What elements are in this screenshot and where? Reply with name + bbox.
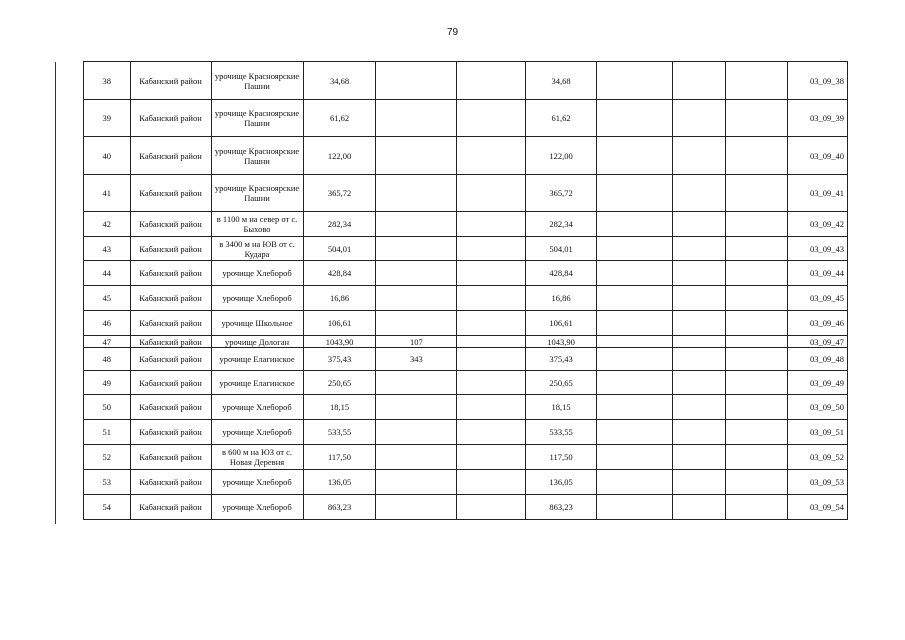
total-area-cell: 504,01 xyxy=(526,237,597,261)
total-area-cell: 34,68 xyxy=(526,62,597,100)
col9-cell xyxy=(672,286,725,311)
table-row xyxy=(84,175,848,212)
district-cell: Кабанский район xyxy=(130,445,211,470)
col8-cell xyxy=(597,137,673,175)
col8-cell xyxy=(597,237,673,261)
table-row xyxy=(84,62,848,100)
col10-cell xyxy=(725,261,788,286)
area-cell: 282,34 xyxy=(303,212,376,237)
table-row xyxy=(84,237,848,261)
col5-cell: 343 xyxy=(376,348,457,371)
location-cell: урочище Школьное xyxy=(211,311,303,336)
col5-cell xyxy=(376,495,457,520)
location-cell: урочище Красноярские Пашни xyxy=(211,100,303,137)
col6-cell xyxy=(457,336,526,348)
col6-cell xyxy=(457,371,526,395)
col10-cell xyxy=(725,348,788,371)
col6-cell xyxy=(457,212,526,237)
code-cell: 03_09_38 xyxy=(788,62,848,100)
location-cell: в 1100 м на север от с. Быхово xyxy=(211,212,303,237)
area-cell: 34,68 xyxy=(303,62,376,100)
col6-cell xyxy=(457,261,526,286)
district-cell: Кабанский район xyxy=(130,420,211,445)
col8-cell xyxy=(597,495,673,520)
code-cell: 03_09_44 xyxy=(788,261,848,286)
table-row xyxy=(84,470,848,495)
district-cell: Кабанский район xyxy=(130,336,211,348)
col5-cell xyxy=(376,237,457,261)
area-cell: 16,86 xyxy=(303,286,376,311)
col9-cell xyxy=(672,100,725,137)
area-cell: 136,05 xyxy=(303,470,376,495)
district-cell: Кабанский район xyxy=(130,175,211,212)
district-cell: Кабанский район xyxy=(130,100,211,137)
col5-cell xyxy=(376,286,457,311)
col5-cell xyxy=(376,395,457,420)
code-cell: 03_09_46 xyxy=(788,311,848,336)
col9-cell xyxy=(672,495,725,520)
location-cell: урочище Хлебороб xyxy=(211,395,303,420)
col9-cell xyxy=(672,311,725,336)
col8-cell xyxy=(597,395,673,420)
col6-cell xyxy=(457,237,526,261)
table-row xyxy=(84,495,848,520)
col10-cell xyxy=(725,470,788,495)
code-cell: 03_09_52 xyxy=(788,445,848,470)
row-number: 52 xyxy=(84,445,131,470)
col9-cell xyxy=(672,212,725,237)
col9-cell xyxy=(672,237,725,261)
col5-cell xyxy=(376,445,457,470)
location-cell: урочище Хлебороб xyxy=(211,420,303,445)
col9-cell xyxy=(672,371,725,395)
total-area-cell: 250,65 xyxy=(526,371,597,395)
code-cell: 03_09_42 xyxy=(788,212,848,237)
total-area-cell: 365,72 xyxy=(526,175,597,212)
margin-line xyxy=(55,62,56,524)
col10-cell xyxy=(725,495,788,520)
col10-cell xyxy=(725,420,788,445)
table-row xyxy=(84,348,848,371)
col9-cell xyxy=(672,137,725,175)
total-area-cell: 136,05 xyxy=(526,470,597,495)
total-area-cell: 18,15 xyxy=(526,395,597,420)
col10-cell xyxy=(725,237,788,261)
col6-cell xyxy=(457,348,526,371)
row-number: 50 xyxy=(84,395,131,420)
col6-cell xyxy=(457,470,526,495)
row-number: 40 xyxy=(84,137,131,175)
total-area-cell: 106,61 xyxy=(526,311,597,336)
code-cell: 03_09_49 xyxy=(788,371,848,395)
row-number: 43 xyxy=(84,237,131,261)
col9-cell xyxy=(672,395,725,420)
location-cell: урочище Красноярские Пашни xyxy=(211,62,303,100)
col5-cell xyxy=(376,212,457,237)
area-cell: 504,01 xyxy=(303,237,376,261)
total-area-cell: 428,84 xyxy=(526,261,597,286)
total-area-cell: 61,62 xyxy=(526,100,597,137)
col6-cell xyxy=(457,420,526,445)
area-cell: 61,62 xyxy=(303,100,376,137)
area-cell: 428,84 xyxy=(303,261,376,286)
col8-cell xyxy=(597,336,673,348)
area-cell: 250,65 xyxy=(303,371,376,395)
row-number: 46 xyxy=(84,311,131,336)
col5-cell xyxy=(376,470,457,495)
table-row xyxy=(84,100,848,137)
row-number: 53 xyxy=(84,470,131,495)
district-cell: Кабанский район xyxy=(130,395,211,420)
total-area-cell: 863,23 xyxy=(526,495,597,520)
district-cell: Кабанский район xyxy=(130,137,211,175)
location-cell: урочище Хлебороб xyxy=(211,261,303,286)
col10-cell xyxy=(725,445,788,470)
col5-cell xyxy=(376,62,457,100)
col10-cell xyxy=(725,395,788,420)
code-cell: 03_09_53 xyxy=(788,470,848,495)
col5-cell: 107 xyxy=(376,336,457,348)
col9-cell xyxy=(672,445,725,470)
total-area-cell: 117,50 xyxy=(526,445,597,470)
code-cell: 03_09_45 xyxy=(788,286,848,311)
col8-cell xyxy=(597,62,673,100)
col5-cell xyxy=(376,100,457,137)
district-cell: Кабанский район xyxy=(130,62,211,100)
table-row xyxy=(84,311,848,336)
total-area-cell: 122,00 xyxy=(526,137,597,175)
district-cell: Кабанский район xyxy=(130,237,211,261)
col9-cell xyxy=(672,336,725,348)
col8-cell xyxy=(597,212,673,237)
col5-cell xyxy=(376,420,457,445)
location-cell: в 600 м на ЮЗ от с. Новая Деревня xyxy=(211,445,303,470)
col10-cell xyxy=(725,175,788,212)
row-number: 42 xyxy=(84,212,131,237)
row-number: 47 xyxy=(84,336,131,348)
district-cell: Кабанский район xyxy=(130,371,211,395)
col8-cell xyxy=(597,445,673,470)
row-number: 45 xyxy=(84,286,131,311)
col10-cell xyxy=(725,62,788,100)
total-area-cell: 16,86 xyxy=(526,286,597,311)
col10-cell xyxy=(725,137,788,175)
col9-cell xyxy=(672,420,725,445)
col10-cell xyxy=(725,212,788,237)
col8-cell xyxy=(597,261,673,286)
code-cell: 03_09_41 xyxy=(788,175,848,212)
col5-cell xyxy=(376,261,457,286)
col6-cell xyxy=(457,175,526,212)
area-cell: 122,00 xyxy=(303,137,376,175)
district-cell: Кабанский район xyxy=(130,261,211,286)
code-cell: 03_09_54 xyxy=(788,495,848,520)
table-row xyxy=(84,286,848,311)
col6-cell xyxy=(457,100,526,137)
district-cell: Кабанский район xyxy=(130,212,211,237)
table-body xyxy=(84,62,848,520)
row-number: 49 xyxy=(84,371,131,395)
col6-cell xyxy=(457,495,526,520)
col6-cell xyxy=(457,62,526,100)
area-cell: 106,61 xyxy=(303,311,376,336)
location-cell: урочище Хлебороб xyxy=(211,495,303,520)
col5-cell xyxy=(376,371,457,395)
area-cell: 365,72 xyxy=(303,175,376,212)
col8-cell xyxy=(597,371,673,395)
col10-cell xyxy=(725,336,788,348)
land-plots-table xyxy=(83,61,848,520)
row-number: 44 xyxy=(84,261,131,286)
location-cell: урочище Елагинское xyxy=(211,371,303,395)
total-area-cell: 375,43 xyxy=(526,348,597,371)
row-number: 54 xyxy=(84,495,131,520)
district-cell: Кабанский район xyxy=(130,286,211,311)
col10-cell xyxy=(725,100,788,137)
col6-cell xyxy=(457,137,526,175)
col8-cell xyxy=(597,420,673,445)
col9-cell xyxy=(672,175,725,212)
location-cell: урочище Хлебороб xyxy=(211,286,303,311)
area-cell: 375,43 xyxy=(303,348,376,371)
district-cell: Кабанский район xyxy=(130,470,211,495)
district-cell: Кабанский район xyxy=(130,348,211,371)
row-number: 48 xyxy=(84,348,131,371)
area-cell: 117,50 xyxy=(303,445,376,470)
col8-cell xyxy=(597,311,673,336)
row-number: 51 xyxy=(84,420,131,445)
page-number: 79 xyxy=(446,27,459,38)
district-cell: Кабанский район xyxy=(130,495,211,520)
location-cell: урочище Красноярские Пашни xyxy=(211,175,303,212)
col9-cell xyxy=(672,261,725,286)
col6-cell xyxy=(457,311,526,336)
col8-cell xyxy=(597,100,673,137)
col8-cell xyxy=(597,470,673,495)
table-row xyxy=(84,137,848,175)
row-number: 38 xyxy=(84,62,131,100)
area-cell: 533,55 xyxy=(303,420,376,445)
total-area-cell: 533,55 xyxy=(526,420,597,445)
area-cell: 1043,90 xyxy=(303,336,376,348)
location-cell: урочище Хлебороб xyxy=(211,470,303,495)
total-area-cell: 282,34 xyxy=(526,212,597,237)
district-cell: Кабанский район xyxy=(130,311,211,336)
location-cell: урочище Дологан xyxy=(211,336,303,348)
col6-cell xyxy=(457,286,526,311)
col5-cell xyxy=(376,137,457,175)
code-cell: 03_09_39 xyxy=(788,100,848,137)
location-cell: урочище Елагинское xyxy=(211,348,303,371)
col6-cell xyxy=(457,395,526,420)
col9-cell xyxy=(672,62,725,100)
row-number: 39 xyxy=(84,100,131,137)
col8-cell xyxy=(597,175,673,212)
col8-cell xyxy=(597,348,673,371)
code-cell: 03_09_43 xyxy=(788,237,848,261)
col5-cell xyxy=(376,175,457,212)
col10-cell xyxy=(725,286,788,311)
table-row xyxy=(84,371,848,395)
area-cell: 18,15 xyxy=(303,395,376,420)
col6-cell xyxy=(457,445,526,470)
table-row xyxy=(84,395,848,420)
code-cell: 03_09_50 xyxy=(788,395,848,420)
table-row xyxy=(84,336,848,348)
col10-cell xyxy=(725,371,788,395)
code-cell: 03_09_51 xyxy=(788,420,848,445)
location-cell: в 3400 м на ЮВ от с. Кудара xyxy=(211,237,303,261)
col10-cell xyxy=(725,311,788,336)
table-row xyxy=(84,420,848,445)
code-cell: 03_09_48 xyxy=(788,348,848,371)
table-row xyxy=(84,212,848,237)
location-cell: урочище Красноярские Пашни xyxy=(211,137,303,175)
code-cell: 03_09_40 xyxy=(788,137,848,175)
table-row xyxy=(84,445,848,470)
area-cell: 863,23 xyxy=(303,495,376,520)
col9-cell xyxy=(672,470,725,495)
row-number: 41 xyxy=(84,175,131,212)
col9-cell xyxy=(672,348,725,371)
col8-cell xyxy=(597,286,673,311)
col5-cell xyxy=(376,311,457,336)
table-row xyxy=(84,261,848,286)
total-area-cell: 1043,90 xyxy=(526,336,597,348)
code-cell: 03_09_47 xyxy=(788,336,848,348)
